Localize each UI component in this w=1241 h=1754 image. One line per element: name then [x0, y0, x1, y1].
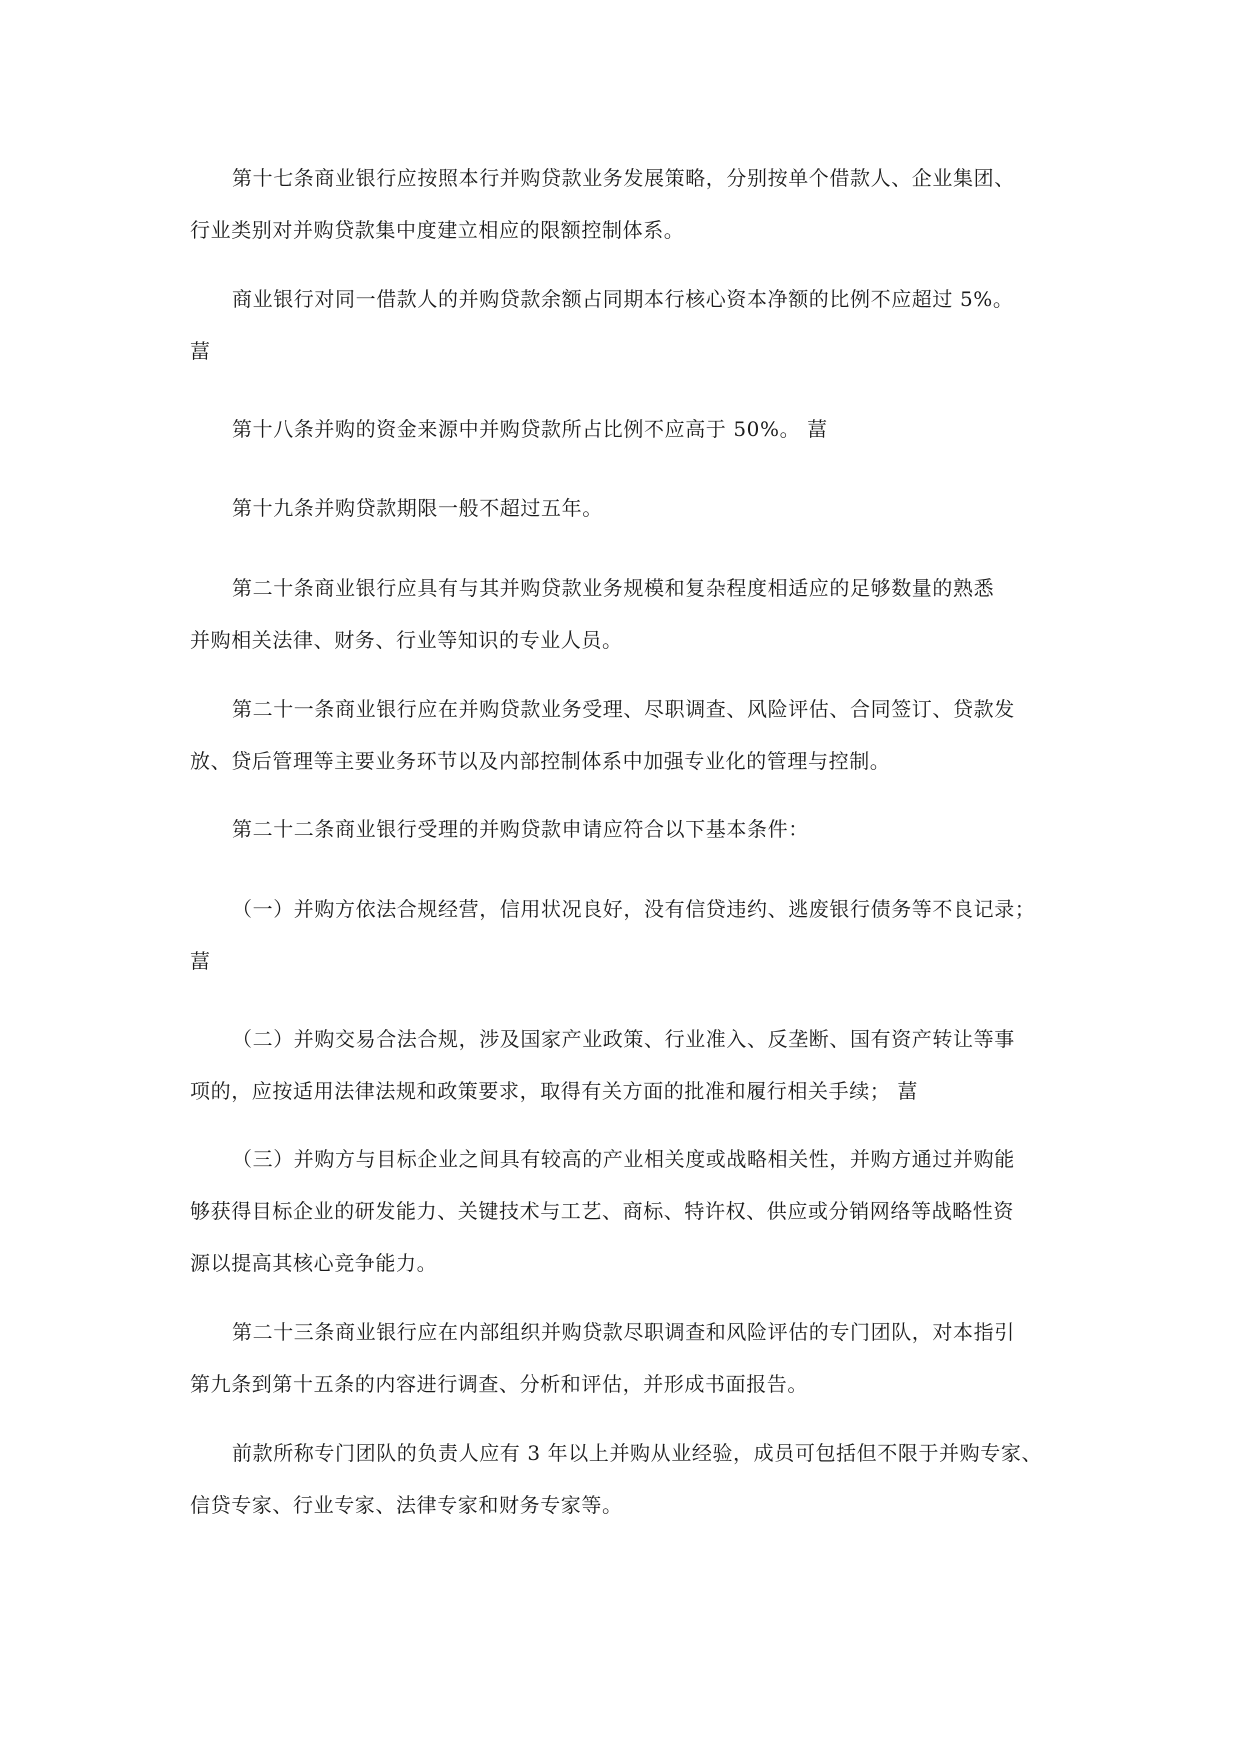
paragraph-line: 第十七条商业银行应按照本行并购贷款业务发展策略，分别按单个借款人、企业集团、 [232, 166, 1015, 190]
paragraph-line: 第十九条并购贷款期限一般不超过五年。 [232, 496, 603, 520]
paragraph-line: 前款所称专门团队的负责人应有 3 年以上并购从业经验，成员可包括但不限于并购专家、 [232, 1441, 1043, 1465]
paragraph-line: 行业类别对并购贷款集中度建立相应的限额控制体系。 [190, 218, 685, 242]
paragraph-line: 项的，应按适用法律法规和政策要求，取得有关方面的批准和履行相关手续； 葍 [190, 1079, 918, 1103]
paragraph-line: （一）并购方依法合规经营，信用状况良好，没有信贷违约、逃废银行债务等不良记录； [232, 897, 1036, 921]
paragraph-line: （三）并购方与目标企业之间具有较高的产业相关度或战略相关性，并购方通过并购能 [232, 1147, 1015, 1171]
paragraph-line: 第二十二条商业银行受理的并购贷款申请应符合以下基本条件： [232, 817, 809, 841]
paragraph-line: 商业银行对同一借款人的并购贷款余额占同期本行核心资本净额的比例不应超过 5%。 [232, 287, 1014, 311]
paragraph-team-lead [190, 1427, 1070, 1531]
paragraph-article-19 [190, 482, 1070, 534]
paragraph-line: 第九条到第十五条的内容进行调查、分析和评估，并形成书面报告。 [190, 1372, 808, 1396]
paragraph-line: 第二十一条商业银行应在并购贷款业务受理、尽职调查、风险评估、合同签订、贷款发 [232, 697, 1015, 721]
stray-mark: 葍 [190, 339, 211, 363]
paragraph-line: （二）并购交易合法合规，涉及国家产业政策、行业准入、反垄断、国有资产转让等事 [232, 1027, 1015, 1051]
paragraph-line: 放、贷后管理等主要业务环节以及内部控制体系中加强专业化的管理与控制。 [190, 749, 891, 773]
paragraph-line: 够获得目标企业的研发能力、关键技术与工艺、商标、特许权、供应或分销网络等战略性资 [190, 1199, 1014, 1223]
paragraph-article-18 [190, 403, 1070, 455]
paragraph-article-17 [190, 152, 1070, 256]
paragraph-article-20 [190, 562, 1070, 666]
paragraph-line: 源以提高其核心竞争能力。 [190, 1251, 438, 1275]
paragraph-line: 信贷专家、行业专家、法律专家和财务专家等。 [190, 1493, 623, 1517]
paragraph-article-21 [190, 683, 1070, 787]
paragraph-article-22 [190, 803, 1070, 855]
paragraph-line: 并购相关法律、财务、行业等知识的专业人员。 [190, 628, 623, 652]
paragraph-condition-1 [190, 883, 1070, 987]
paragraph-article-23 [190, 1306, 1070, 1410]
paragraph-line: 第十八条并购的资金来源中并购贷款所占比例不应高于 50%。 葍 [232, 417, 828, 441]
paragraph-condition-3 [190, 1133, 1070, 1289]
paragraph-article-17-limit [190, 273, 1070, 377]
stray-mark: 葍 [190, 949, 211, 973]
paragraph-line: 第二十三条商业银行应在内部组织并购贷款尽职调查和风险评估的专门团队，对本指引 [232, 1320, 1015, 1344]
paragraph-condition-2 [190, 1013, 1070, 1117]
paragraph-line: 第二十条商业银行应具有与其并购贷款业务规模和复杂程度相适应的足够数量的熟悉 [232, 576, 995, 600]
